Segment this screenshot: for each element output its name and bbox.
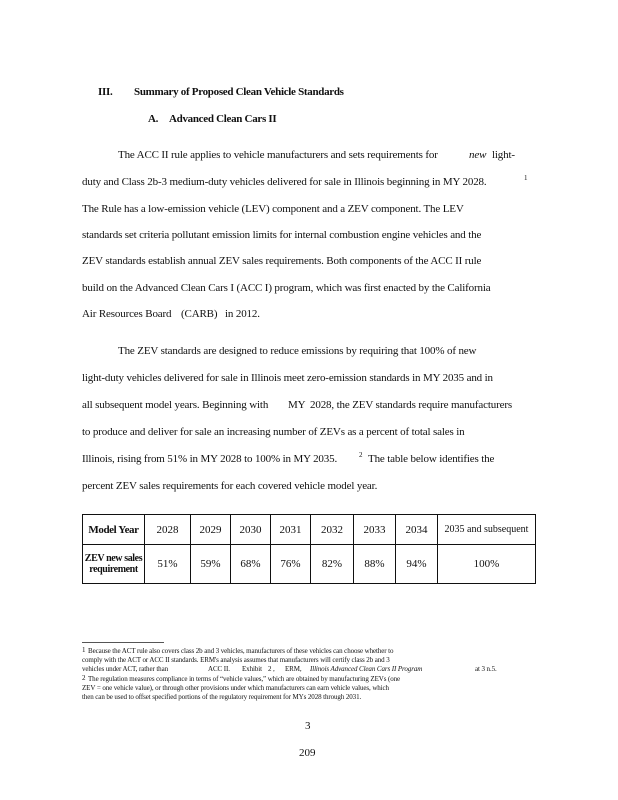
footnote-2-line-1: The regulation measures compliance in terms of “vehicle values,” which are obtained by manufacturing ZEVs (one xyxy=(88,675,401,683)
footnote-1-line-3f: Illinois Advanced Clean Cars II Program xyxy=(310,665,423,673)
year-cell: 2029 xyxy=(191,515,231,545)
footnote-1-line-3e: ERM, xyxy=(285,665,302,673)
table-row xyxy=(83,545,536,584)
value-cell: 100% xyxy=(438,545,536,584)
p1-line-3: The Rule has a low-emission vehicle (LEV) component and a ZEV component. The LEV xyxy=(82,203,464,215)
p2-line-2: light-duty vehicles delivered for sale in Illinois meet zero-emission standards in MY 2035 and in xyxy=(82,372,493,384)
p1-line-4: standards set criteria pollutant emission limits for internal combustion engine vehicles and the xyxy=(82,229,482,241)
p2-line-1: The ZEV standards are designed to reduce emissions by requiring that 100% of new xyxy=(118,345,477,357)
p1-line-7a: Air Resources Board xyxy=(82,308,172,320)
year-cell: 2034 xyxy=(396,515,438,545)
footnote-1-line-1: Because the ACT rule also covers class 2b and 3 vehicles, manufacturers of these vehicles can choose whether to xyxy=(88,647,394,655)
value-cell: 94% xyxy=(396,545,438,584)
value-cell: 76% xyxy=(271,545,311,584)
footnote-1-line-2: comply with the ACT or ACC II standards. ERM's analysis assumes that manufacturers will certify class 2b and 3 xyxy=(82,656,390,664)
p1-line-7b: (CARB) xyxy=(181,308,218,320)
subsection-letter: A. xyxy=(148,113,159,125)
footnote-1-line-3g: at 3 n.5. xyxy=(475,665,497,673)
p2-line-6: percent ZEV sales requirements for each covered vehicle model year. xyxy=(82,480,378,492)
zev-requirement-label: ZEV new sales requirement xyxy=(83,545,145,584)
value-cell: 88% xyxy=(354,545,396,584)
footnote-2-line-2: ZEV = one vehicle value), or through other provisions under which manufacturers can earn vehicle values, which xyxy=(82,684,389,692)
footnote-1-line-3a: vehicles under ACT, rather than xyxy=(82,665,168,673)
section-number: III. xyxy=(98,86,113,98)
footnote-ref-1[interactable]: 1 xyxy=(524,174,528,182)
footnote-2-line-3: then can be used to offset specified portions of the regulatory requirement for MYs 2028 through 2031. xyxy=(82,693,362,701)
year-cell: 2032 xyxy=(311,515,354,545)
bates-number: 209 xyxy=(299,747,316,759)
value-cell: 68% xyxy=(231,545,271,584)
section-title: Summary of Proposed Clean Vehicle Standards xyxy=(134,86,344,98)
year-cell: 2033 xyxy=(354,515,396,545)
value-cell: 51% xyxy=(145,545,191,584)
footnote-1-line-3c: Exhibit xyxy=(242,665,262,673)
footnote-ref-2[interactable]: 2 xyxy=(359,451,363,459)
table-header-row xyxy=(83,515,536,545)
model-year-label: Model Year xyxy=(83,515,145,545)
year-cell: 2028 xyxy=(145,515,191,545)
p1-line-1c: light- xyxy=(492,149,515,161)
p1-line-2: duty and Class 2b-3 medium-duty vehicles delivered for sale in Illinois beginning in MY 2028. xyxy=(82,176,487,188)
p1-line-6: build on the Advanced Clean Cars I (ACC I) program, which was first enacted by the California xyxy=(82,282,491,294)
p1-line-7c: in 2012. xyxy=(225,308,260,320)
footnote-1-line-3d: 2 , xyxy=(268,665,275,673)
footnote-1-line-3b: ACC II. xyxy=(208,665,230,673)
p2-line-4: to produce and deliver for sale an increasing number of ZEVs as a percent of total sales in xyxy=(82,426,465,438)
subsection-title: Advanced Clean Cars II xyxy=(169,113,277,125)
p1-line-1b: new xyxy=(469,149,487,161)
p1-line-5: ZEV standards establish annual ZEV sales requirements. Both components of the ACC II rule xyxy=(82,255,482,267)
p2-line-3b: MY xyxy=(288,399,306,411)
footnote-1-mark: 1 xyxy=(82,646,86,654)
footnote-2-mark: 2 xyxy=(82,674,86,682)
value-cell: 82% xyxy=(311,545,354,584)
p1-line-1a: The ACC II rule applies to vehicle manufacturers and sets requirements for xyxy=(118,149,438,161)
p2-line-3a: all subsequent model years. Beginning with xyxy=(82,399,269,411)
year-cell: 2030 xyxy=(231,515,271,545)
value-cell: 59% xyxy=(191,545,231,584)
year-cell: 2031 xyxy=(271,515,311,545)
page-number: 3 xyxy=(305,720,311,732)
footnote-separator xyxy=(82,642,164,643)
p2-line-5b: The table below identifies the xyxy=(368,453,495,465)
zev-requirements-table xyxy=(82,514,536,584)
year-cell: 2035 and subsequent xyxy=(438,515,536,545)
p2-line-5a: Illinois, rising from 51% in MY 2028 to 100% in MY 2035. xyxy=(82,453,338,465)
p2-line-3c: 2028, the ZEV standards require manufacturers xyxy=(310,399,512,411)
